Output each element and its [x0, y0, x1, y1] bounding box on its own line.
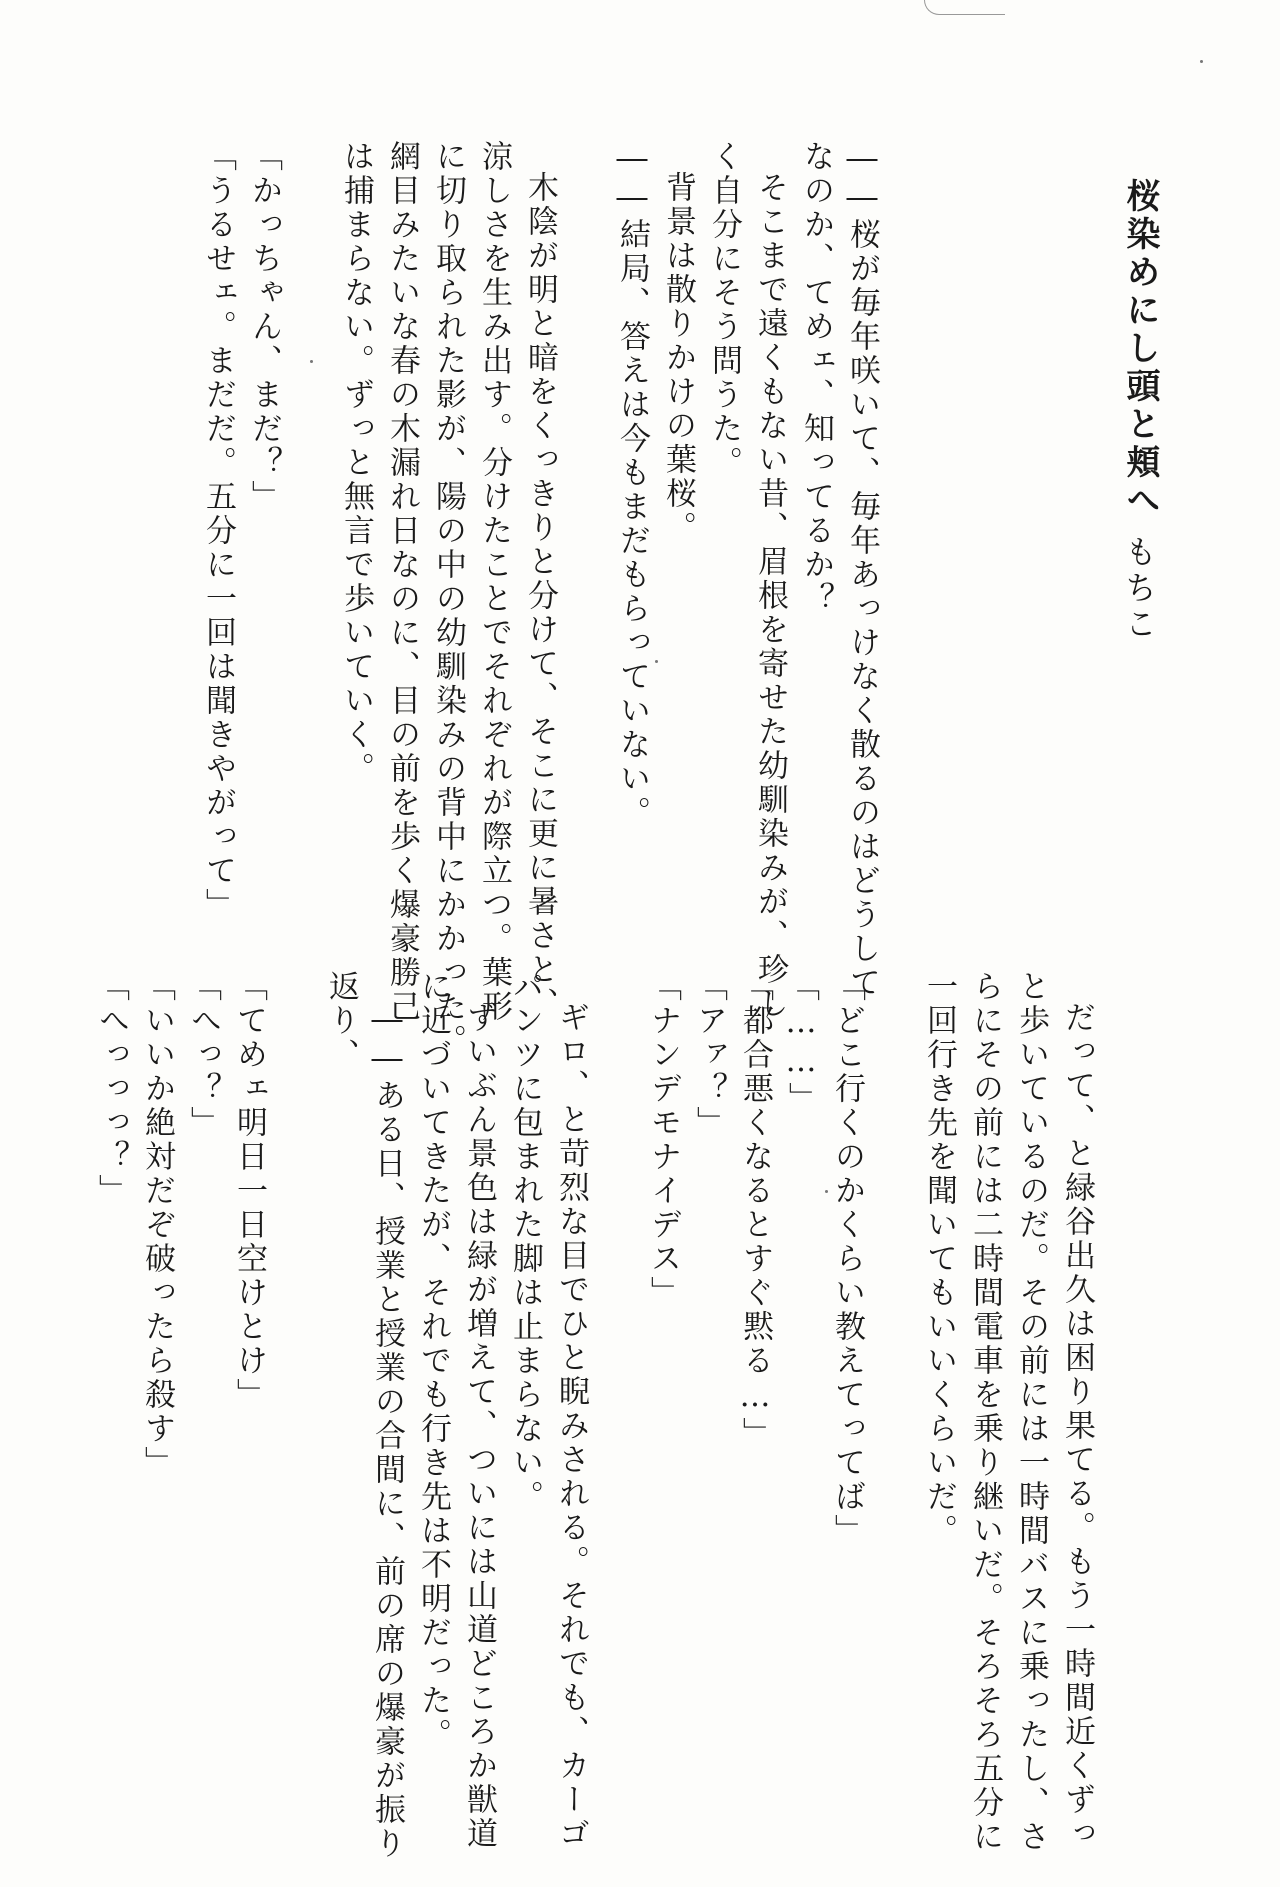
paragraph-gap	[563, 140, 609, 1058]
text-line: ギロ、と苛烈な目でひと睨みされる。それでも、カーゴ	[553, 1001, 589, 1851]
text-line: と歩いているのだ。その前には一時間バスに乗ったし、さ	[1013, 970, 1049, 1854]
text-line: 木陰が明と暗をくっきりと分けて、そこに更に暑さと、	[522, 171, 558, 1021]
text-line: は捕まらない。ずっと無言で歩いていく。	[338, 140, 374, 786]
text-line: 「どこ行くのかくらい教えてってば」	[829, 970, 865, 1548]
text-line: 「かっちゃん、まだ？」	[246, 140, 282, 514]
paragraph-gap	[870, 970, 916, 1861]
text-line: 返り、	[323, 970, 359, 1072]
text-line: に近づいてきたが、それでも行き先は不明だった。	[415, 970, 451, 1752]
scan-speck	[1200, 60, 1203, 63]
scan-speck	[310, 360, 313, 363]
text-line: 「……」	[783, 970, 819, 1116]
text-line: 「へっっっ？」	[93, 970, 129, 1208]
paragraph-gap	[272, 970, 318, 1861]
scan-speck	[655, 660, 658, 663]
text-line: そこまで遠くもない昔、眉根を寄せた幼馴染みが、珍し	[752, 171, 788, 1021]
text-line: だって、と緑谷出久は困り果てる。もう一時間近くずっ	[1059, 1001, 1095, 1851]
text-line: く自分にそう問うた。	[706, 140, 742, 480]
text-line: ずいぶん景色は緑が増えて、ついには山道どころか獣道	[461, 1001, 497, 1851]
text-line: パンツに包まれた脚は止まらない。	[507, 970, 543, 1514]
text-line: 「てめェ明日一日空けとけ」	[231, 970, 267, 1412]
scan-corner-mark	[924, 0, 1005, 15]
text-line: 「うるせェ。まだだ。五分に一回は聞きやがって」	[200, 140, 236, 922]
text-line: 「いいか絶対だぞ破ったら殺す」	[139, 970, 175, 1480]
text-line: ――結局、答えは今もまだもらっていない。	[614, 140, 650, 830]
text-line: 「アァ？」	[691, 970, 727, 1140]
story-title: 桜染めにし頭と頬へ	[1120, 178, 1160, 520]
text-line: なのか、てめェ、知ってるか？	[798, 140, 834, 616]
text-line: 網目みたいな春の木漏れ日なのに、目の前を歩く爆豪勝己	[384, 140, 420, 1024]
author-name: もちこ	[1120, 535, 1158, 643]
top-text-block	[195, 140, 885, 1058]
text-line: 「都合悪くなるとすぐ黙る…」	[737, 970, 773, 1451]
scan-speck	[825, 1190, 828, 1193]
bottom-text-block	[88, 970, 1100, 1861]
text-line: 涼しさを生み出す。分けたことでそれぞれが際立つ。葉形	[476, 140, 512, 1024]
paragraph-gap	[287, 140, 333, 1058]
text-line: 「ナンデモナイデス」	[645, 970, 681, 1310]
paragraph-gap	[594, 970, 640, 1861]
text-line: ――ある日、授業と授業の合間に、前の席の爆豪が振り	[369, 1001, 405, 1861]
text-line: 一回行き先を聞いてもいいくらいだ。	[921, 970, 957, 1548]
text-line: 背景は散りかけの葉桜。	[660, 171, 696, 545]
text-line: ――桜が毎年咲いて、毎年あっけなく散るのはどうして	[844, 140, 880, 1000]
text-line: らにその前には二時間電車を乗り継いだ。そろそろ五分に	[967, 970, 1003, 1854]
text-line: 「へっ？」	[185, 970, 221, 1140]
text-line: に切り取られた影が、陽の中の幼馴染みの背中にかかった。	[430, 140, 466, 1058]
